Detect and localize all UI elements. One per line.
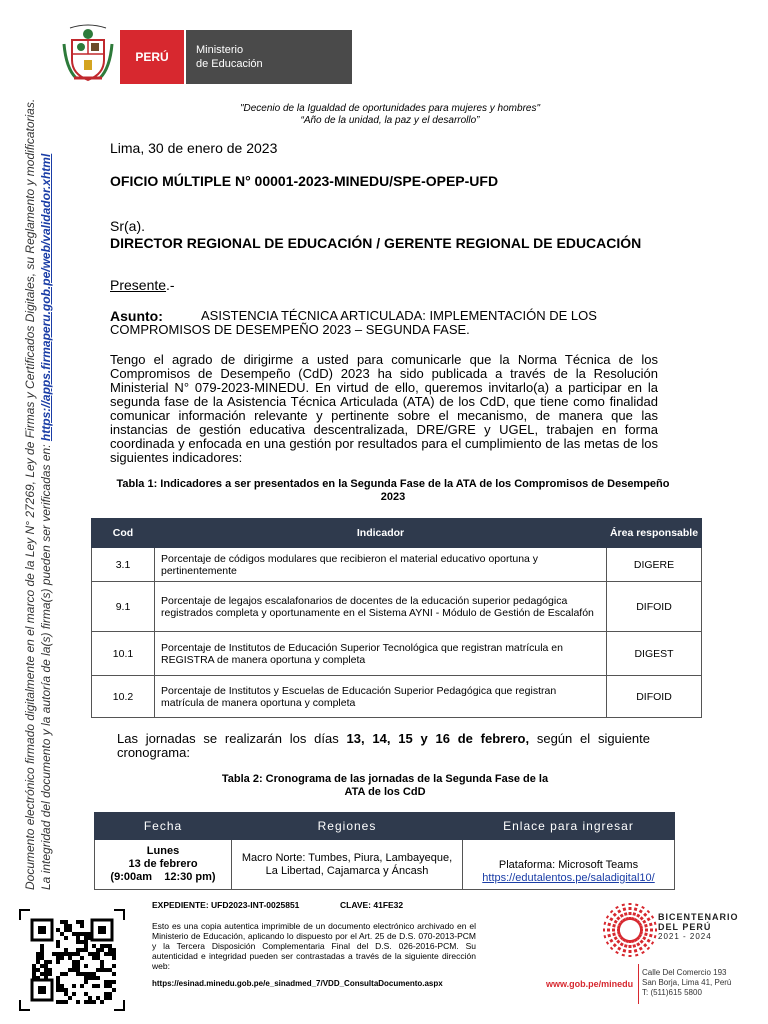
address-line3: T: (511)615 5800	[642, 988, 702, 997]
fecha-date: 13 de febrero	[128, 858, 198, 870]
website[interactable]: www.gob.pe/minedu	[546, 979, 634, 989]
table1-header-cod: Cod	[92, 519, 155, 548]
teams-link[interactable]: https://edutalentos.pe/saladigital10/	[482, 872, 655, 884]
address	[642, 968, 731, 998]
cell-area: DIFOID	[607, 582, 702, 632]
expediente: EXPEDIENTE: UFD2023-INT-0025851	[152, 900, 300, 910]
bicentenario-logo-icon	[600, 900, 660, 960]
table2-header-fecha: Fecha	[95, 813, 232, 840]
cell-indicador: Porcentaje de legajos escalafonarios de docentes de la educación superior pedagógica registrados completa y oportunamente en el Sistema AYNI - Módulo de Gestión de Escalafón	[155, 582, 607, 632]
ministry-brand	[186, 30, 352, 84]
presente-suffix: .-	[166, 277, 175, 293]
peru-label: PERÚ	[135, 50, 169, 64]
address-line2: San Borja, Lima 41, Perú	[642, 978, 732, 987]
side-note-line2	[40, 154, 53, 890]
table1-caption: Tabla 1: Indicadores a ser presentados en la Segunda Fase de la ATA de los Compromisos de Desempeño 2023	[116, 478, 670, 503]
table-row	[92, 548, 702, 582]
table2-caption-line1: Tabla 2: Cronograma de las jornadas de la Segunda Fase de la	[221, 773, 549, 785]
asunto-line1: ASISTENCIA TÉCNICA ARTICULADA: IMPLEMENTACIÓN DE LOS	[201, 308, 597, 323]
table-row	[95, 840, 675, 890]
table2-header-regiones: Regiones	[232, 813, 463, 840]
bicentenario-text	[658, 912, 739, 942]
side-note-prefix: La integridad del documento y la autoría de la(s) firma(s) pueden ser verificadas en:	[39, 444, 53, 890]
table-row	[92, 676, 702, 718]
table2-header-enlace: Enlace para ingresar	[463, 813, 675, 840]
cell-area: DIFOID	[607, 676, 702, 718]
table2-caption-line2: ATA de los CdD	[344, 786, 426, 798]
paragraph-2	[117, 732, 650, 760]
cell-indicador: Porcentaje de códigos modulares que recibieron el material educativo oportuna y pertinentemente	[155, 548, 607, 582]
decenio-line1: "Decenio de la Igualdad de oportunidades para mujeres y hombres"	[239, 103, 541, 114]
cell-indicador: Porcentaje de Institutos y Escuelas de Educación Superior Pedagógica que registran matrícula de manera oportuna y completa	[155, 676, 607, 718]
ministry-line1: Ministerio	[196, 44, 244, 56]
cell-cod: 10.2	[92, 676, 155, 718]
paragraph-2-prefix: Las jornadas se realizarán los días	[117, 731, 347, 746]
address-line1: Calle Del Comercio 193	[642, 968, 727, 977]
presente-word: Presente	[110, 277, 167, 293]
schedule-table	[94, 812, 675, 890]
table-row	[92, 632, 702, 676]
asunto-label: Asunto:	[110, 308, 163, 324]
cell-cod: 9.1	[92, 582, 155, 632]
paragraph-2-dates: 13, 14, 15 y 16 de febrero,	[346, 731, 530, 746]
table-row	[92, 582, 702, 632]
cell-cod: 10.1	[92, 632, 155, 676]
place-date: Lima, 30 de enero de 2023	[110, 140, 278, 156]
cell-regiones: Macro Norte: Tumbes, Piura, Lambayeque, La Libertad, Cajamarca y Áncash	[232, 840, 463, 890]
asunto-line2: COMPROMISOS DE DESEMPEÑO 2023 – SEGUNDA FASE.	[110, 322, 470, 337]
address-divider	[638, 964, 639, 1004]
side-note-line1: Documento electrónico firmado digitalmente en el marco de la Ley N° 27269, Ley de Firmas y Certificados Digitales, su Reglamento y modificatorias.	[23, 98, 37, 890]
ministry-line2: de Educación	[196, 58, 263, 70]
table1-header-area: Área responsable	[607, 519, 702, 548]
oficio-number: OFICIO MÚLTIPLE N° 00001-2023-MINEDU/SPE-OPEP-UFD	[110, 173, 499, 189]
cell-area: DIGERE	[607, 548, 702, 582]
cell-indicador: Porcentaje de Institutos de Educación Superior Tecnológica que registran matrícula en REGISTRA de manera oportuna y completa	[155, 632, 607, 676]
fecha-time: (9:00am 12:30 pm)	[110, 871, 216, 883]
table2-caption	[170, 773, 600, 799]
indicators-table	[91, 518, 702, 718]
bicentenario-line1: BICENTENARIO	[658, 912, 739, 922]
salutation: Sr(a).	[110, 218, 145, 234]
paragraph-2-suffix: según el siguiente cronograma:	[117, 731, 650, 760]
plataforma-label: Plataforma: Microsoft Teams	[498, 859, 639, 871]
verification-url[interactable]: https://esinad.minedu.gob.pe/e_sinadmed_7/VDD_ConsultaDocumento.aspx	[152, 979, 443, 988]
bicentenario-line2: DEL PERÚ	[658, 922, 712, 932]
clave: CLAVE: 41FE32	[340, 900, 404, 910]
paragraph-1: Tengo el agrado de dirigirme a usted para comunicarle que la Norma Técnica de los Compromisos de Desempeño (CdD) 2023 ha sido publicada a través de la Resolución Ministerial N° 079-2023-MINEDU. En virtud de ello, queremos invitarlo(a) a participar en la segunda fase de la Asistencia Técnica Articulada (ATA) de los CdD, que tiene como finalidad comunicar información relevante y pertinente sobre el mecanismo, de manera que las instancias de gestión educativa descentralizada, DRE/GRE y UGEL, trabajen en forma coordinada y enfocada en una gestión por resultados para el cumplimiento de las metas de los siguientes indicadores:	[110, 352, 658, 465]
presente	[110, 278, 175, 292]
coat-of-arms-icon	[62, 24, 114, 84]
cell-fecha	[95, 840, 232, 890]
cell-area: DIGEST	[607, 632, 702, 676]
cell-cod: 3.1	[92, 548, 155, 582]
bicentenario-line3: 2021 - 2024	[658, 932, 712, 941]
authenticity-note: Esto es una copia autentica imprimible de un documento electrónico archivado en el Ministerio de Educación, aplicando lo dispuesto por el Art. 25 de D.S. 070-2013-PCM y la Tercera Disposición Complementaria Final del D.S. 026-2016-PCM. Su autenticidad e integridad pueden ser contrastadas a través de la siguiente dirección web:	[152, 921, 476, 971]
peru-brand	[120, 30, 184, 84]
fecha-day: Lunes	[146, 845, 180, 857]
table1-header-indicador: Indicador	[155, 519, 607, 548]
validator-link[interactable]: https://apps.firmaperu.gob.pe/web/validador.xhtml	[39, 153, 53, 442]
qr-code	[18, 908, 126, 1012]
recipient: DIRECTOR REGIONAL DE EDUCACIÓN / GERENTE REGIONAL DE EDUCACIÓN	[110, 235, 642, 251]
cell-enlace	[463, 840, 675, 890]
decenio-line2: “Año de la unidad, la paz y el desarrollo”	[300, 115, 480, 126]
